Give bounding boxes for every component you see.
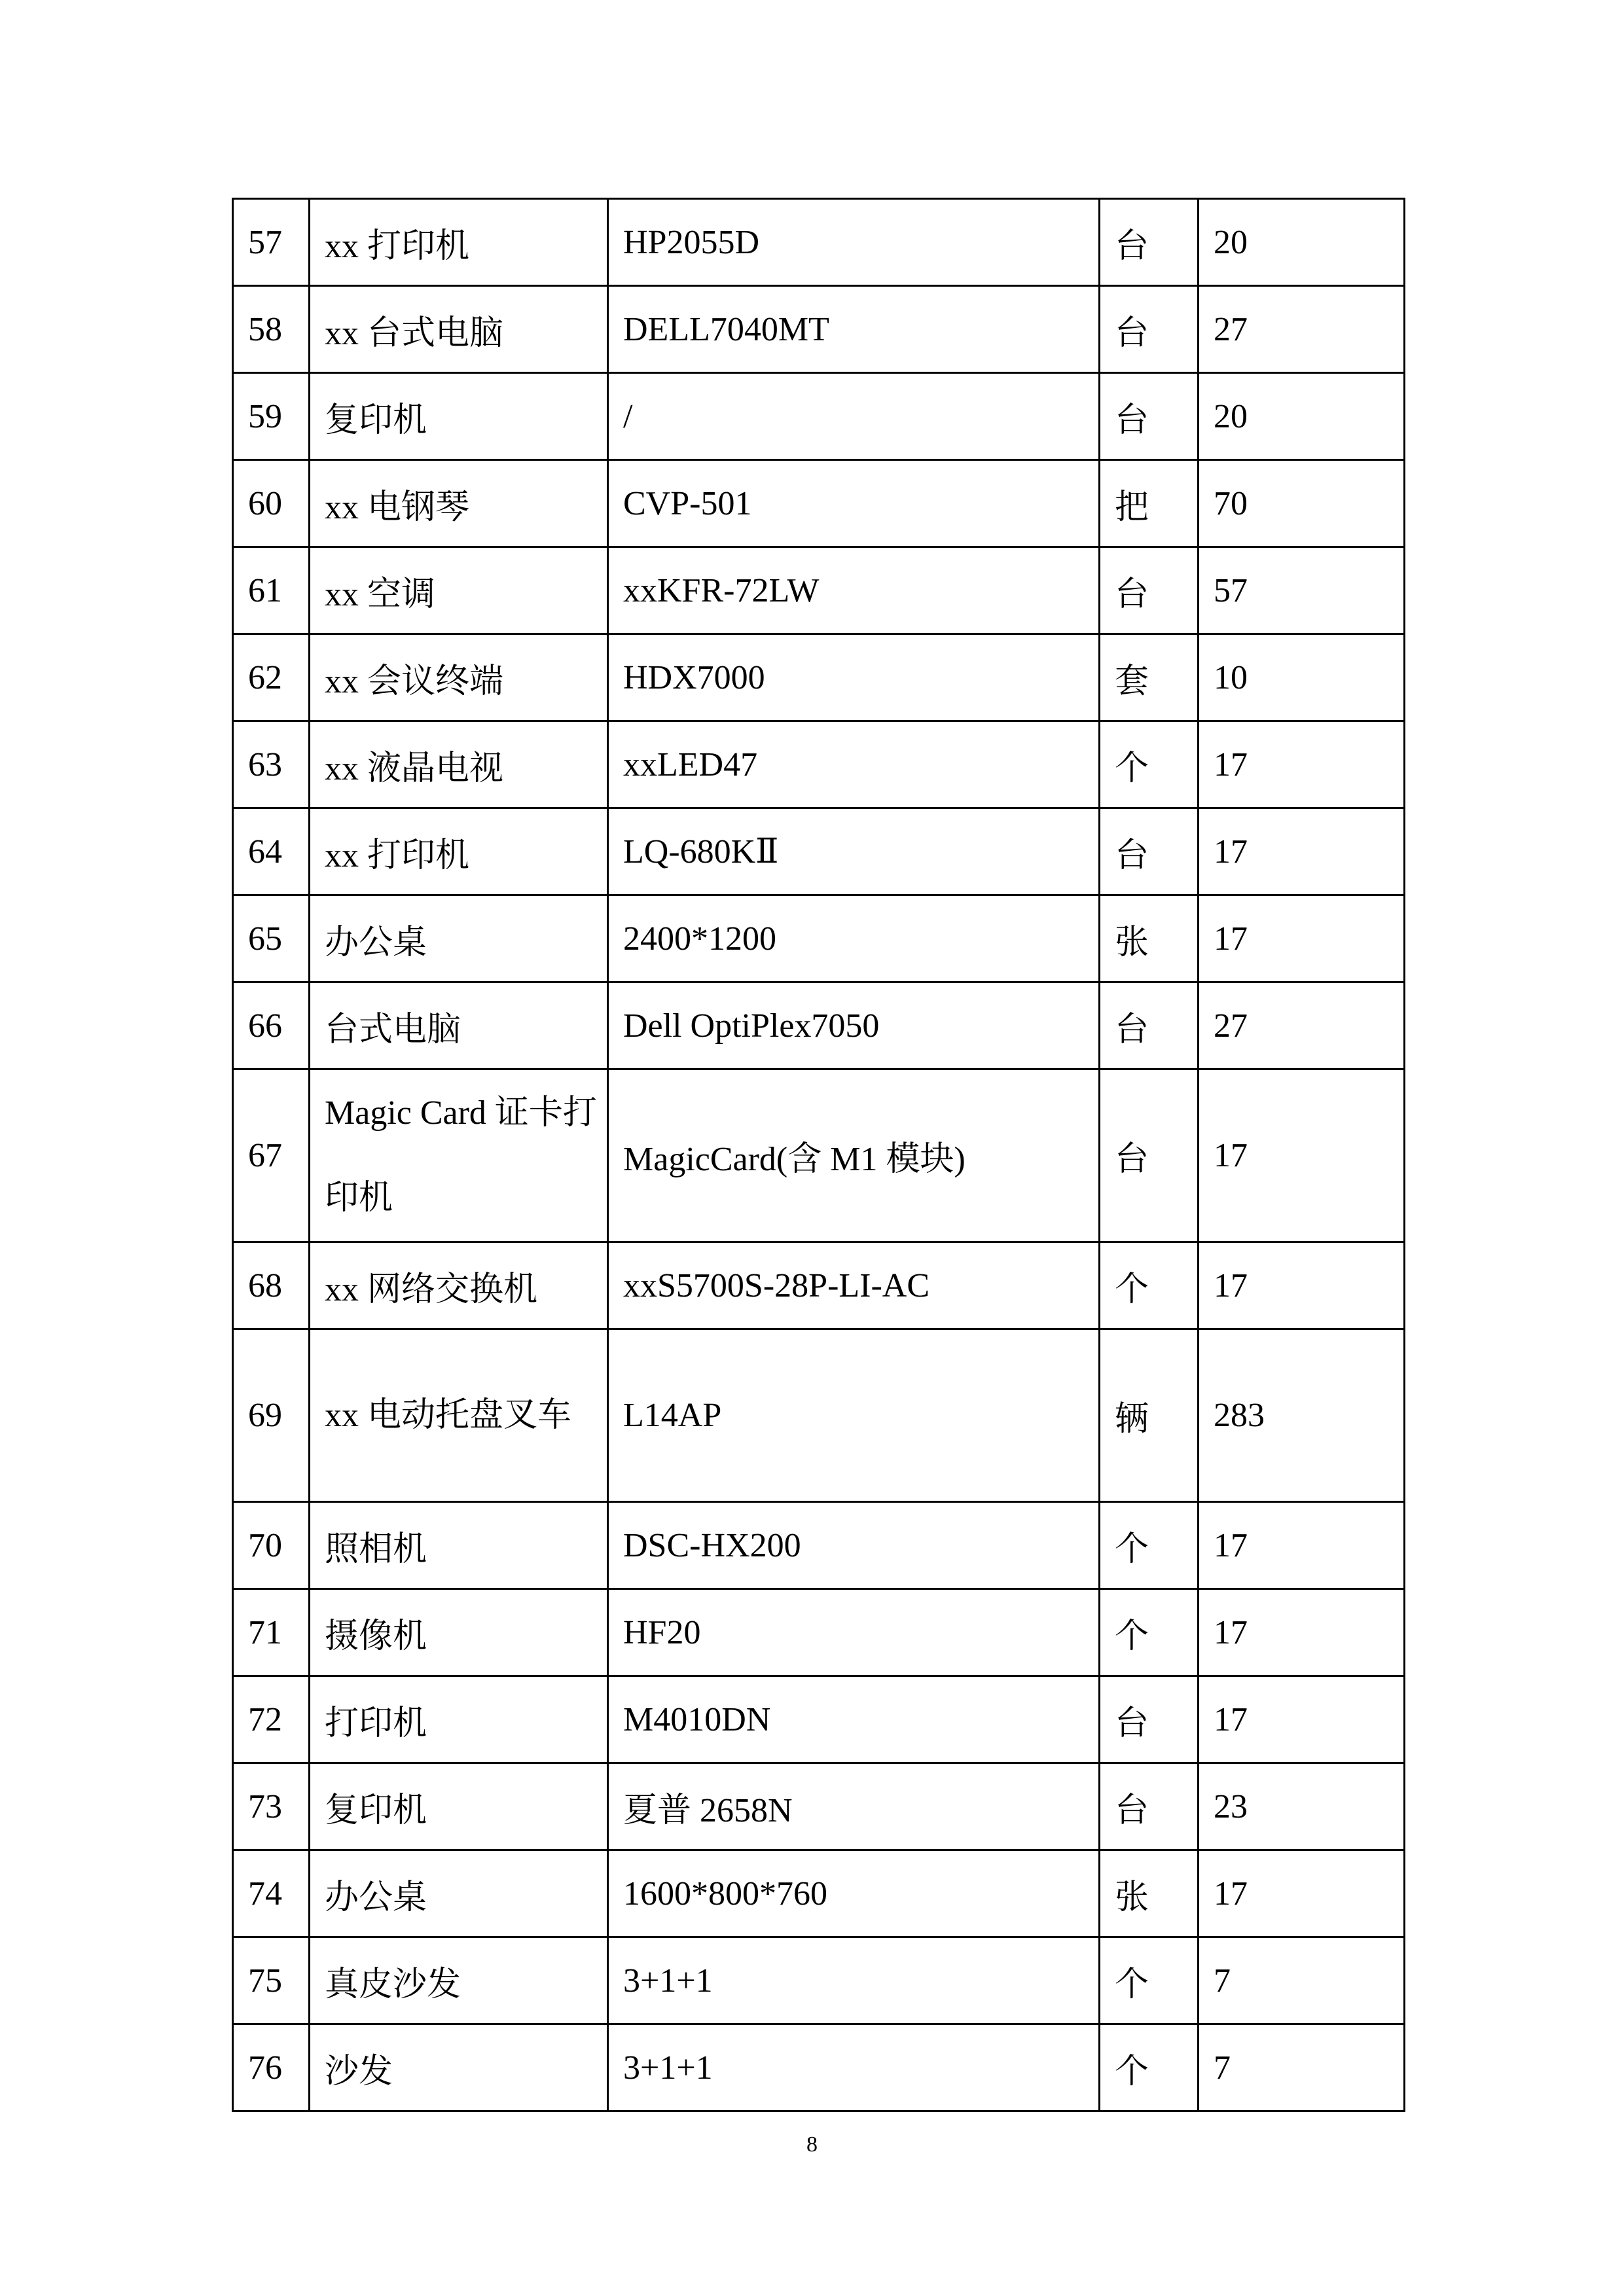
cell-model: DELL7040MT xyxy=(608,286,1100,373)
cell-unit: 台 xyxy=(1100,1676,1199,1763)
cell-qty: 27 xyxy=(1199,982,1405,1069)
cell-qty: 17 xyxy=(1199,1589,1405,1676)
cell-model: 1600*800*760 xyxy=(608,1850,1100,1937)
cell-qty: 283 xyxy=(1199,1329,1405,1502)
table-row xyxy=(233,1850,1405,1937)
cell-unit: 个 xyxy=(1100,1502,1199,1589)
cell-name: xx 打印机 xyxy=(310,199,608,286)
cell-name: 办公桌 xyxy=(310,895,608,982)
cell-no: 62 xyxy=(233,634,310,721)
table-row xyxy=(233,373,1405,460)
table-row xyxy=(233,1589,1405,1676)
cell-name: 真皮沙发 xyxy=(310,1937,608,2024)
cell-no: 64 xyxy=(233,808,310,895)
cell-qty: 20 xyxy=(1199,199,1405,286)
cell-no: 71 xyxy=(233,1589,310,1676)
cell-model: MagicCard(含 M1 模块) xyxy=(608,1069,1100,1242)
cell-no: 69 xyxy=(233,1329,310,1502)
table-row xyxy=(233,199,1405,286)
cell-unit: 个 xyxy=(1100,1242,1199,1329)
cell-no: 73 xyxy=(233,1763,310,1850)
cell-no: 60 xyxy=(233,460,310,547)
cell-unit: 张 xyxy=(1100,1850,1199,1937)
cell-no: 65 xyxy=(233,895,310,982)
table-row xyxy=(233,1242,1405,1329)
cell-unit: 台 xyxy=(1100,286,1199,373)
cell-no: 57 xyxy=(233,199,310,286)
cell-name: 打印机 xyxy=(310,1676,608,1763)
cell-qty: 17 xyxy=(1199,1069,1405,1242)
cell-unit: 台 xyxy=(1100,1069,1199,1242)
table-row xyxy=(233,895,1405,982)
cell-unit: 个 xyxy=(1100,1937,1199,2024)
cell-no: 74 xyxy=(233,1850,310,1937)
cell-no: 67 xyxy=(233,1069,310,1242)
cell-qty: 17 xyxy=(1199,721,1405,808)
cell-unit: 台 xyxy=(1100,1763,1199,1850)
cell-no: 63 xyxy=(233,721,310,808)
cell-no: 66 xyxy=(233,982,310,1069)
cell-no: 68 xyxy=(233,1242,310,1329)
cell-qty: 70 xyxy=(1199,460,1405,547)
cell-model: CVP-501 xyxy=(608,460,1100,547)
cell-model: xxKFR-72LW xyxy=(608,547,1100,634)
cell-unit: 个 xyxy=(1100,1589,1199,1676)
table-row xyxy=(233,547,1405,634)
table-row xyxy=(233,1676,1405,1763)
table-row xyxy=(233,286,1405,373)
cell-name: 沙发 xyxy=(310,2024,608,2111)
cell-name: 台式电脑 xyxy=(310,982,608,1069)
cell-qty: 7 xyxy=(1199,2024,1405,2111)
cell-model: HP2055D xyxy=(608,199,1100,286)
cell-name: xx 电钢琴 xyxy=(310,460,608,547)
cell-name: xx 电动托盘叉车 xyxy=(310,1329,608,1502)
cell-model: Dell OptiPlex7050 xyxy=(608,982,1100,1069)
table-row xyxy=(233,1502,1405,1589)
table-row xyxy=(233,1329,1405,1502)
cell-unit: 个 xyxy=(1100,2024,1199,2111)
cell-model: 3+1+1 xyxy=(608,1937,1100,2024)
cell-model: xxLED47 xyxy=(608,721,1100,808)
cell-no: 75 xyxy=(233,1937,310,2024)
cell-no: 58 xyxy=(233,286,310,373)
cell-name: xx 液晶电视 xyxy=(310,721,608,808)
cell-qty: 57 xyxy=(1199,547,1405,634)
cell-qty: 10 xyxy=(1199,634,1405,721)
cell-qty: 17 xyxy=(1199,1676,1405,1763)
cell-unit: 张 xyxy=(1100,895,1199,982)
table-row xyxy=(233,982,1405,1069)
cell-unit: 台 xyxy=(1100,373,1199,460)
cell-qty: 17 xyxy=(1199,808,1405,895)
cell-qty: 17 xyxy=(1199,1850,1405,1937)
cell-unit: 套 xyxy=(1100,634,1199,721)
cell-no: 61 xyxy=(233,547,310,634)
cell-qty: 20 xyxy=(1199,373,1405,460)
cell-no: 70 xyxy=(233,1502,310,1589)
cell-name: xx 空调 xyxy=(310,547,608,634)
cell-model: xxS5700S-28P-LI-AC xyxy=(608,1242,1100,1329)
table-row xyxy=(233,1937,1405,2024)
cell-name: 摄像机 xyxy=(310,1589,608,1676)
cell-name: xx 打印机 xyxy=(310,808,608,895)
cell-name: xx 网络交换机 xyxy=(310,1242,608,1329)
table-row xyxy=(233,2024,1405,2111)
cell-qty: 23 xyxy=(1199,1763,1405,1850)
cell-name: 复印机 xyxy=(310,373,608,460)
cell-model: 夏普 2658N xyxy=(608,1763,1100,1850)
cell-qty: 17 xyxy=(1199,895,1405,982)
table-row xyxy=(233,1763,1405,1850)
page-number: 8 xyxy=(806,2132,818,2157)
table-row xyxy=(233,1069,1405,1242)
cell-model: L14AP xyxy=(608,1329,1100,1502)
cell-unit: 台 xyxy=(1100,547,1199,634)
cell-model: LQ-680KⅡ xyxy=(608,808,1100,895)
cell-name: 照相机 xyxy=(310,1502,608,1589)
cell-name: xx 会议终端 xyxy=(310,634,608,721)
table-row xyxy=(233,460,1405,547)
table-row xyxy=(233,634,1405,721)
cell-model: HDX7000 xyxy=(608,634,1100,721)
cell-qty: 17 xyxy=(1199,1502,1405,1589)
cell-model: 2400*1200 xyxy=(608,895,1100,982)
cell-unit: 个 xyxy=(1100,721,1199,808)
table-row xyxy=(233,808,1405,895)
cell-unit: 把 xyxy=(1100,460,1199,547)
cell-model: HF20 xyxy=(608,1589,1100,1676)
cell-qty: 27 xyxy=(1199,286,1405,373)
equipment-table xyxy=(232,198,1405,2112)
cell-qty: 17 xyxy=(1199,1242,1405,1329)
cell-model: M4010DN xyxy=(608,1676,1100,1763)
cell-name: Magic Card 证卡打印机 xyxy=(310,1069,608,1242)
cell-name: 办公桌 xyxy=(310,1850,608,1937)
cell-unit: 辆 xyxy=(1100,1329,1199,1502)
cell-unit: 台 xyxy=(1100,982,1199,1069)
cell-unit: 台 xyxy=(1100,808,1199,895)
cell-model: 3+1+1 xyxy=(608,2024,1100,2111)
cell-no: 59 xyxy=(233,373,310,460)
cell-no: 76 xyxy=(233,2024,310,2111)
cell-name: 复印机 xyxy=(310,1763,608,1850)
cell-no: 72 xyxy=(233,1676,310,1763)
cell-model: / xyxy=(608,373,1100,460)
cell-name: xx 台式电脑 xyxy=(310,286,608,373)
cell-unit: 台 xyxy=(1100,199,1199,286)
cell-model: DSC-HX200 xyxy=(608,1502,1100,1589)
table-row xyxy=(233,721,1405,808)
cell-qty: 7 xyxy=(1199,1937,1405,2024)
